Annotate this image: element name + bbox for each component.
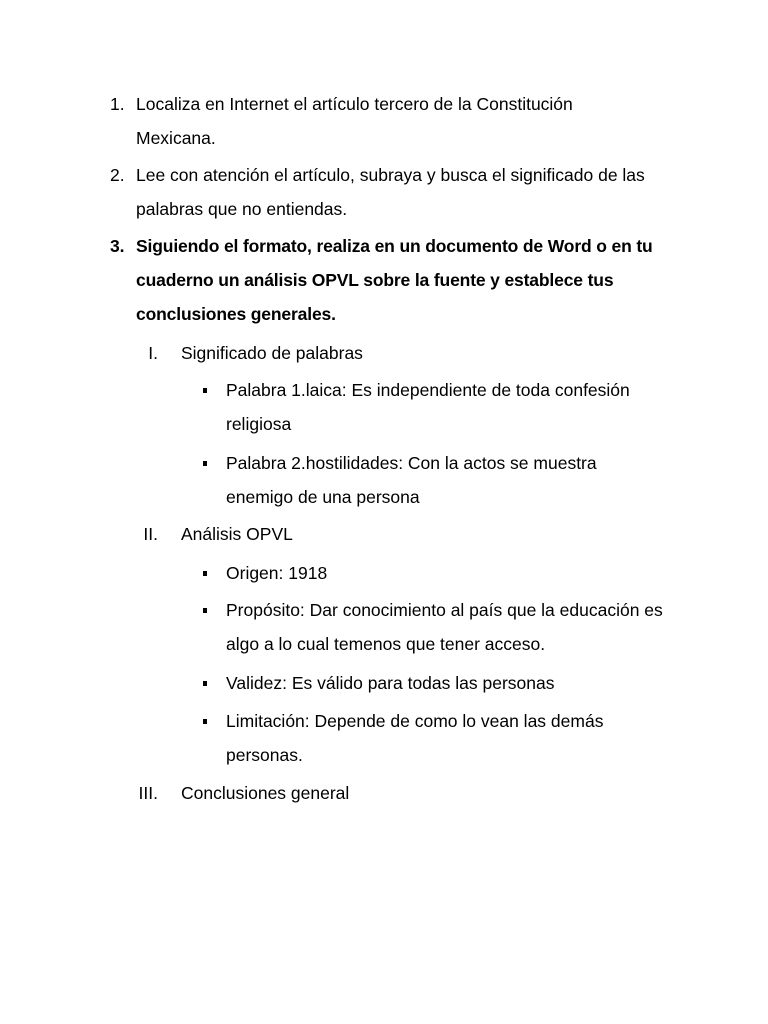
section-title: Análisis OPVL	[181, 524, 293, 544]
bullet-text: Validez: Es válido para todas las personas	[226, 673, 555, 693]
bullet-text: Palabra 1.laica: Es independiente de toda confesión religiosa	[226, 380, 630, 434]
bullet-text: Propósito: Dar conocimiento al país que la educación es algo a lo cual temenos que tener acceso.	[226, 600, 663, 654]
item-number: 1.	[110, 94, 125, 114]
section-numeral: III.	[138, 783, 158, 803]
bullet-item	[226, 446, 696, 514]
bullet-marker	[203, 681, 207, 686]
section-numeral: I.	[148, 343, 158, 363]
section-title: Conclusiones general	[181, 783, 350, 803]
numbered-item-2	[110, 158, 710, 226]
numbered-item-3	[110, 229, 710, 331]
item-text: Siguiendo el formato, realiza en un documento de Word o en tu cuaderno un análisis OPVL sobre la fuente y establece tus conclusiones generales.	[136, 236, 653, 324]
section-numeral: II.	[143, 524, 158, 544]
section-title: Significado de palabras	[181, 343, 363, 363]
item-text: Lee con atención el artículo, subraya y busca el significado de las palabras que no entiendas.	[136, 165, 645, 219]
bullet-item	[226, 373, 696, 441]
bullet-marker	[203, 571, 207, 576]
bullet-item	[226, 593, 696, 661]
bullet-text: Origen: 1918	[226, 563, 328, 583]
bullet-item	[226, 666, 696, 700]
bullet-item	[226, 704, 696, 772]
bullet-item	[226, 556, 696, 590]
item-number: 3.	[110, 236, 125, 256]
bullet-text: Limitación: Depende de como lo vean las demás personas.	[226, 711, 604, 765]
bullet-marker	[203, 388, 207, 393]
item-text: Localiza en Internet el artículo tercero de la Constitución Mexicana.	[136, 94, 573, 148]
item-number: 2.	[110, 165, 125, 185]
bullet-text: Palabra 2.hostilidades: Con la actos se muestra enemigo de una persona	[226, 453, 597, 507]
numbered-item-1	[110, 87, 710, 155]
bullet-marker	[203, 719, 207, 724]
bullet-marker	[203, 461, 207, 466]
bullet-marker	[203, 608, 207, 613]
